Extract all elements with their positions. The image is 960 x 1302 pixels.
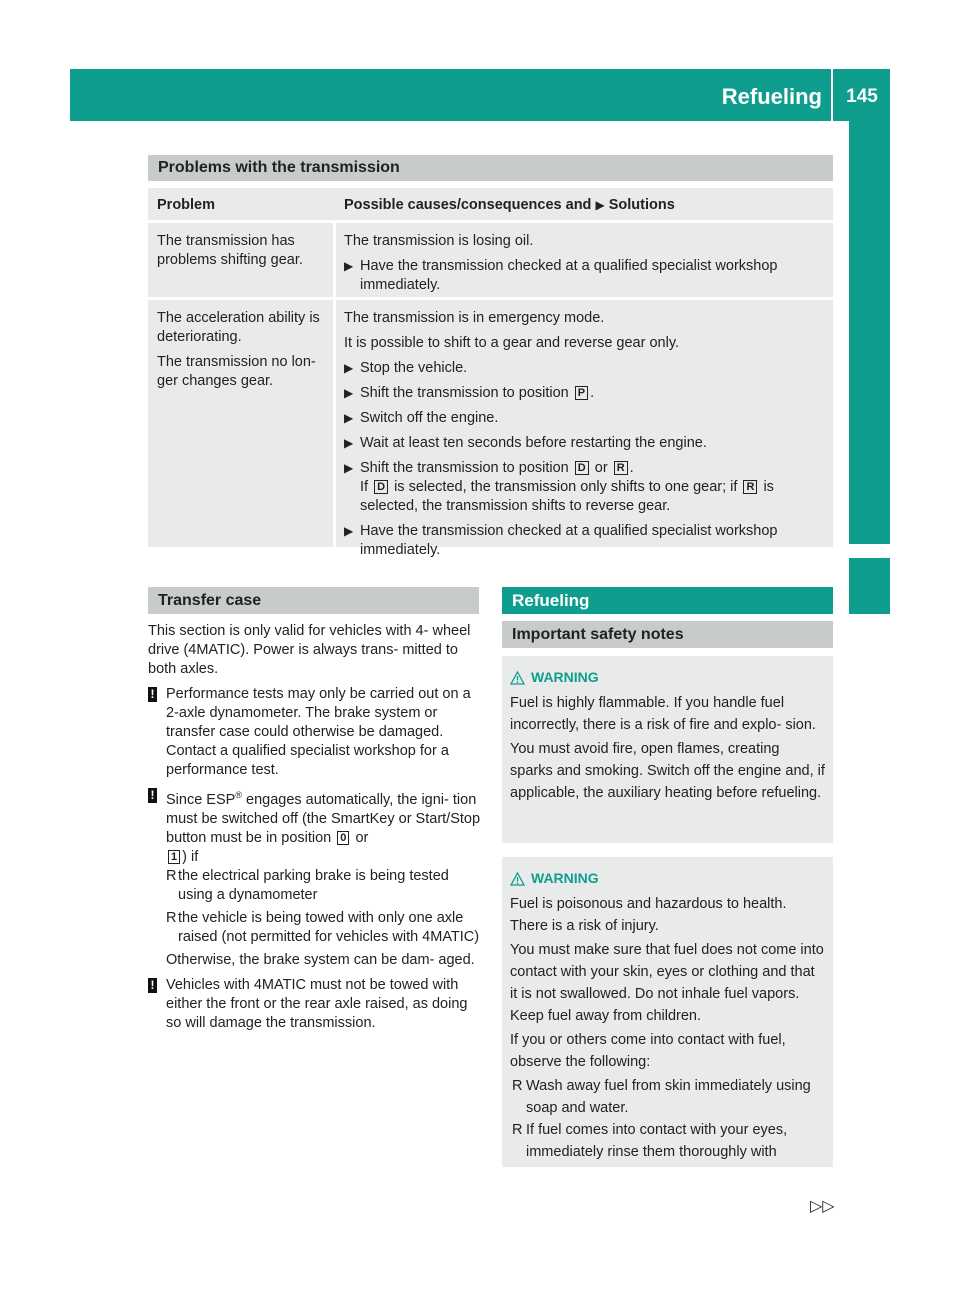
note-text: Since ESP bbox=[166, 791, 236, 808]
list-item bbox=[166, 867, 481, 905]
warning-label: WARNING bbox=[531, 669, 599, 685]
note-text: Vehicles with 4MATIC must not be towed with either the front or the rear axle raised, as doing so will damage the transmission. bbox=[166, 976, 468, 1031]
warning-label: WARNING bbox=[531, 870, 599, 886]
safety-notes-title: Important safety notes bbox=[502, 621, 833, 648]
bullet-icon: R bbox=[166, 909, 177, 926]
arrow-icon: ▶ bbox=[344, 461, 354, 475]
gear-p-symbol: P bbox=[575, 386, 588, 400]
exclamation-icon: ! bbox=[148, 788, 157, 803]
note-text: or bbox=[355, 829, 369, 846]
column-header-problem: Problem bbox=[157, 197, 216, 213]
table-row bbox=[148, 223, 833, 297]
problem-cell bbox=[148, 223, 336, 297]
arrow-icon: ▶ bbox=[344, 361, 354, 375]
list-item bbox=[510, 1075, 825, 1119]
bullet-icon: R bbox=[512, 1078, 523, 1094]
arrow-icon: ▶ bbox=[344, 411, 354, 425]
problem-text: The transmission has problems shifting gear. bbox=[157, 233, 303, 268]
warning-text: Fuel is poisonous and hazardous to health. There is a risk of injury. bbox=[510, 896, 787, 934]
warning-heading bbox=[510, 867, 825, 889]
note bbox=[148, 786, 481, 970]
continued-icon: ▷▷ bbox=[810, 1198, 835, 1215]
warning-text: You must avoid fire, open flames, creating sparks and smoking. Switch off the engine and, if applicable, the auxiliary heating before refueling. bbox=[510, 741, 825, 801]
transmission-table-title: Problems with the transmission bbox=[148, 155, 833, 181]
note bbox=[148, 685, 481, 780]
chapter-label: Driving and parking bbox=[856, 306, 881, 514]
arrow-icon: ▶ bbox=[344, 436, 354, 450]
transfer-case-title: Transfer case bbox=[148, 587, 479, 614]
gear-r-symbol: R bbox=[743, 480, 757, 494]
table-header bbox=[148, 188, 833, 220]
intro-text: This section is only valid for vehicles with 4- wheel drive (4MATIC). Power is always trans- mitted to both axles. bbox=[148, 623, 471, 677]
step bbox=[344, 409, 823, 428]
gear-r-symbol: R bbox=[614, 461, 628, 475]
gear-d-symbol: D bbox=[575, 461, 589, 475]
step-text: selected, the transmission shifts to reverse gear. bbox=[360, 498, 671, 514]
gear-d-symbol: D bbox=[374, 480, 388, 494]
arrow-icon: ▶ bbox=[595, 198, 605, 212]
exclamation-icon: ! bbox=[148, 978, 157, 993]
warning-box bbox=[502, 656, 833, 843]
registered-mark: ® bbox=[235, 790, 242, 800]
solution-cell bbox=[336, 223, 833, 297]
solution-cell bbox=[336, 300, 833, 558]
problem-text: The transmission no lon- ger changes gear. bbox=[157, 354, 316, 389]
warning-text: If you or others come into contact with fuel, observe the following: bbox=[510, 1032, 786, 1070]
bullet-icon: R bbox=[166, 867, 177, 884]
list-item bbox=[166, 909, 481, 947]
page-number: 145 bbox=[846, 86, 878, 107]
step bbox=[344, 359, 823, 378]
exclamation-icon: ! bbox=[148, 687, 157, 702]
step-text: Have the transmission checked at a qualified specialist workshop immediately. bbox=[360, 258, 778, 293]
arrow-icon: ▶ bbox=[344, 386, 354, 400]
note-text: Otherwise, the brake system can be dam- aged. bbox=[166, 951, 475, 968]
step-text: is bbox=[763, 479, 774, 495]
step-text: Wait at least ten seconds before restarting the engine. bbox=[360, 435, 707, 451]
warning-box bbox=[502, 857, 833, 1167]
step-text: is selected, the transmission only shifts to one gear; if bbox=[394, 479, 738, 495]
key-position-0-symbol: 0 bbox=[337, 831, 349, 845]
arrow-icon: ▶ bbox=[344, 524, 354, 538]
warning-text: You must make sure that fuel does not come into contact with your skin, eyes or clothing and that it is not swallowed. Do not inhale fuel vapors. Keep fuel away from children. bbox=[510, 942, 824, 1024]
list-item-text: the electrical parking brake is being tested using a dynamometer bbox=[178, 867, 449, 903]
problem-text: The acceleration ability is deteriorating. bbox=[157, 310, 320, 345]
step bbox=[344, 522, 823, 560]
step-text: Shift the transmission to position bbox=[360, 385, 569, 401]
step bbox=[344, 257, 823, 295]
step-text: Have the transmission checked at a qualified specialist workshop immediately. bbox=[360, 523, 778, 558]
list-item-text: If fuel comes into contact with your eyes, immediately rinse them thoroughly with bbox=[526, 1122, 788, 1160]
step-text: or bbox=[594, 460, 608, 476]
list-item-text: the vehicle is being towed with only one axle raised (not permitted for vehicles with 4MATIC) bbox=[178, 909, 480, 945]
table-row bbox=[148, 300, 833, 558]
step: ▶ Shift the transmission to position D or R . If D is selected, the transmission only shifts to one gear; if R is selected, the transmission shifts to reverse gear. bbox=[344, 460, 774, 514]
column-header-solutions bbox=[344, 197, 675, 213]
column-header-solutions-label: Solutions bbox=[608, 197, 675, 213]
refueling-title: Refueling bbox=[502, 587, 833, 614]
cause-text: The transmission is in emergency mode. bbox=[344, 310, 605, 326]
bullet-icon: R bbox=[512, 1122, 523, 1138]
warning-triangle-icon bbox=[510, 671, 525, 685]
page-title: Refueling bbox=[721, 84, 822, 109]
cause-text: It is possible to shift to a gear and reverse gear only. bbox=[344, 335, 680, 351]
warning-triangle-icon bbox=[510, 872, 525, 886]
step-text: Switch off the engine. bbox=[360, 410, 499, 426]
note-text: ) if bbox=[182, 848, 199, 865]
warning-text: Fuel is highly flammable. If you handle fuel incorrectly, there is a risk of fire and explo- sion. bbox=[510, 695, 816, 733]
note-text: engages automatically, the igni- tion must be switched off (the SmartKey or Start/Stop button must be in position bbox=[166, 791, 481, 846]
transfer-case-body bbox=[148, 622, 481, 1039]
cause-text: The transmission is losing oil. bbox=[344, 233, 534, 249]
step: ▶ Shift the transmission to position P . bbox=[344, 385, 595, 401]
step-text: Stop the vehicle. bbox=[360, 360, 468, 376]
problem-cell bbox=[148, 300, 336, 547]
column-header-causes: Possible causes/consequences and bbox=[344, 197, 592, 213]
list-item bbox=[510, 1119, 825, 1163]
note-text: Performance tests may only be carried out on a 2-axle dynamometer. The brake system or transfer case could otherwise be damaged. Contact a qualified specialist workshop for a performance test. bbox=[166, 686, 471, 778]
list-item-text: Wash away fuel from skin immediately using soap and water. bbox=[526, 1078, 811, 1116]
key-position-1-symbol: 1 bbox=[168, 850, 180, 864]
note bbox=[148, 976, 481, 1033]
warning-heading bbox=[510, 666, 825, 688]
step-text: Shift the transmission to position bbox=[360, 460, 569, 476]
side-tab-marker bbox=[849, 558, 890, 614]
step bbox=[344, 434, 823, 453]
step-text: If bbox=[360, 479, 369, 495]
header-divider bbox=[831, 69, 833, 121]
arrow-icon: ▶ bbox=[344, 259, 354, 273]
